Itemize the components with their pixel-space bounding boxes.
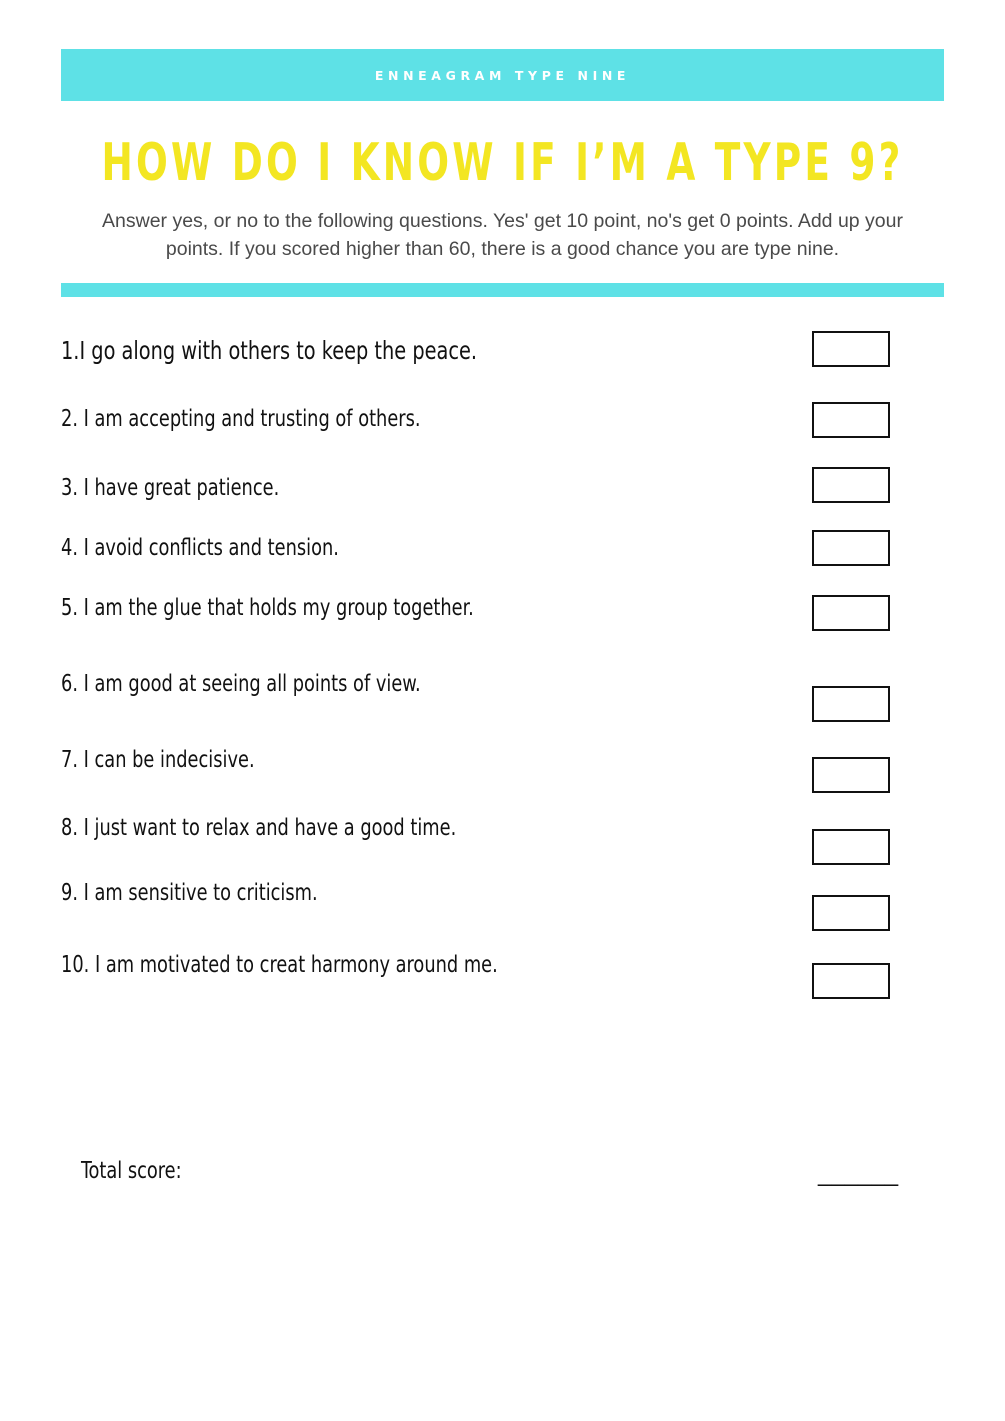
question-2: 2. I am accepting and trusting of others.: [61, 406, 421, 432]
answer-box-2[interactable]: [812, 402, 890, 438]
question-10: 10. I am motivated to creat harmony around me.: [61, 952, 498, 978]
answer-box-6[interactable]: [812, 686, 890, 722]
total-score-label: Total score:: [81, 1158, 182, 1184]
answer-box-9[interactable]: [812, 895, 890, 931]
answer-box-7[interactable]: [812, 757, 890, 793]
instructions-text: Answer yes, or no to the following questions. Yes' get 10 point, no's get 0 points. Add up your points. If you scored higher than 60, there is a good chance you are type nine.: [102, 210, 903, 260]
total-score-blank[interactable]: ______: [818, 1160, 899, 1187]
answer-box-10[interactable]: [812, 963, 890, 999]
question-7: 7. I can be indecisive.: [61, 747, 255, 773]
header-banner: [61, 49, 944, 101]
divider-bar: [61, 283, 944, 297]
banner-text: ENNEAGRAM TYPE NINE: [374, 67, 631, 83]
answer-box-4[interactable]: [812, 530, 890, 566]
answer-box-5[interactable]: [812, 595, 890, 631]
question-4: 4. I avoid conflicts and tension.: [61, 535, 339, 561]
question-5: 5. I am the glue that holds my group together.: [61, 595, 474, 621]
page-title: HOW DO I KNOW IF I’M A TYPE 9?: [101, 133, 904, 193]
answer-box-8[interactable]: [812, 829, 890, 865]
question-1: 1.I go along with others to keep the peace.: [61, 336, 478, 365]
answer-box-1[interactable]: [812, 331, 890, 367]
question-6: 6. I am good at seeing all points of view.: [61, 671, 421, 697]
question-8: 8. I just want to relax and have a good time.: [61, 815, 457, 841]
question-9: 9. I am sensitive to criticism.: [61, 880, 318, 906]
answer-box-3[interactable]: [812, 467, 890, 503]
question-3: 3. I have great patience.: [61, 475, 280, 501]
